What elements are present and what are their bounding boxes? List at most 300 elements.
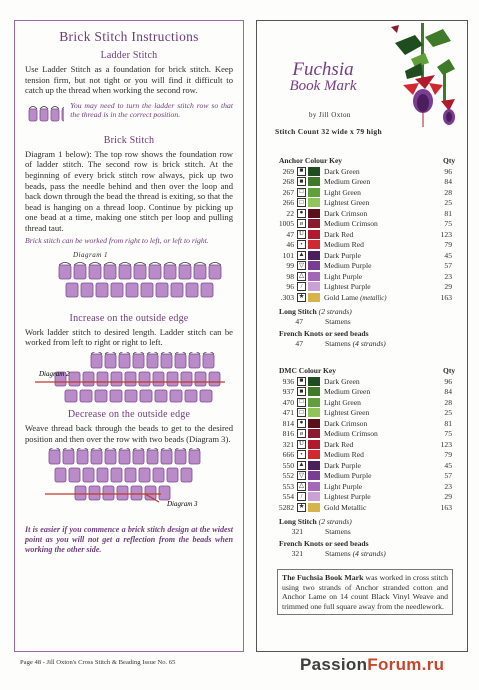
- pattern-title: [263, 61, 383, 95]
- dmc-key-qty: 81: [444, 418, 452, 428]
- anchor-key-code: 1005: [278, 219, 294, 229]
- anchor-key-name: Medium Purple: [324, 261, 372, 271]
- dmc-key-symbol: ▲: [298, 461, 305, 468]
- anchor-key-symbol: ★: [298, 293, 305, 300]
- anchor-key-qty: 75: [444, 219, 452, 229]
- anchor-key-symbol: ●: [297, 209, 306, 218]
- dmc-qty-heading: Qty: [443, 366, 456, 375]
- anchor-key-code: 22: [286, 208, 294, 218]
- anchor-key-row: [265, 261, 463, 272]
- anchor-key-swatch: [308, 282, 320, 291]
- dmc-french-note: (4 strands): [352, 549, 386, 558]
- diagram-3-bottom-bead: [145, 486, 156, 500]
- diagram-3-top-bead: [91, 450, 102, 464]
- dmc-key-row: [265, 450, 463, 461]
- anchor-key-swatch: [308, 272, 320, 281]
- ladder-note-block: [25, 101, 233, 127]
- dmc-key-symbol: ■: [297, 377, 306, 386]
- diagram-2-mid-bead: [69, 372, 80, 386]
- pattern-title-line1: Fuchsia: [292, 59, 354, 80]
- dmc-key-code: 550: [282, 460, 294, 470]
- dmc-key-code: 937: [282, 387, 294, 397]
- anchor-key-name: Gold Lame (metallic): [324, 292, 387, 302]
- dmc-french-code: 321: [291, 549, 303, 558]
- diagram-2-mid-bead: [97, 372, 108, 386]
- diagram-1-top-bead: [149, 265, 161, 279]
- anchor-key-code: 268: [282, 177, 294, 187]
- diagram-2-mid-bead: [181, 372, 192, 386]
- anchor-key-name: Dark Crimson: [324, 208, 368, 218]
- anchor-key-code: 99: [286, 261, 294, 271]
- diagram-2-mid-bead: [125, 372, 136, 386]
- info-bold: The Fuchsia Book Mark: [282, 573, 364, 582]
- diagram-1-bottom-bead: [126, 283, 138, 297]
- diagram-1: [25, 259, 233, 303]
- anchor-key-qty: 163: [440, 292, 452, 302]
- dmc-key-qty: 75: [444, 429, 452, 439]
- diagram-2-bottom-bead: [95, 390, 107, 402]
- decrease-text: Weave thread back through the beads to get to the desired position and then over the row with two beads (Diagram 3).: [25, 422, 233, 444]
- dmc-key-code: 554: [282, 492, 294, 502]
- anchor-key-name: Medium Red: [324, 240, 364, 250]
- anchor-key-symbol: /: [297, 282, 306, 291]
- dmc-key-swatch: [308, 471, 320, 480]
- diagram-3-mid-bead: [139, 468, 150, 482]
- anchor-key-name: Lightest Purple: [324, 282, 371, 292]
- diagram-3: [25, 448, 233, 510]
- dmc-key-qty: 29: [444, 492, 452, 502]
- anchor-key-row: [265, 271, 463, 282]
- anchor-key-qty: 23: [444, 271, 452, 281]
- dmc-key-swatch: [308, 377, 320, 386]
- page-footer: Page 48 - Jill Oxton's Cross Stitch & Beading Issue No. 65: [20, 659, 176, 666]
- pattern-title-line2: Book Mark: [289, 78, 357, 94]
- diagram-3-top-bead: [189, 450, 200, 464]
- anchor-key-swatch: [308, 293, 320, 302]
- dmc-key-swatch: [308, 419, 320, 428]
- diagram-1-bottom-bead: [156, 283, 168, 297]
- dmc-key-symbol: ▽: [299, 471, 304, 479]
- dmc-key-name: Medium Purple: [324, 471, 372, 481]
- dmc-key-row: [265, 418, 463, 429]
- anchor-key-swatch: [308, 261, 320, 270]
- dmc-key-heading: DMC Colour Key: [279, 366, 336, 375]
- diagram-2-bottom-bead: [200, 390, 212, 402]
- diagram-1-top-bead: [209, 265, 221, 279]
- dmc-key-name: Light Green: [324, 397, 361, 407]
- dmc-key-code: 816: [282, 429, 294, 439]
- ladder-stitch-text: Use Ladder Stitch as a foundation for brick stitch. Keep tension firm, but not tight or you will find it difficult to catch up the thread when working the second row.: [25, 64, 233, 96]
- increase-text: Work ladder stitch to desired length. Ladder stitch can be worked from left to right or right to left.: [25, 326, 233, 348]
- dmc-key-code: 936: [282, 376, 294, 386]
- dmc-key-code: 471: [282, 408, 294, 418]
- diagram-1-top-bead: [134, 265, 146, 279]
- dmc-key-qty: 25: [444, 408, 452, 418]
- ladder-stitch-diagram: [25, 101, 64, 127]
- diagram-2-bottom-bead: [125, 390, 137, 402]
- dmc-key-qty: 45: [444, 460, 452, 470]
- dmc-key-qty: 163: [440, 502, 452, 512]
- dmc-key-code: 666: [282, 450, 294, 460]
- diagram-3-mid-bead: [111, 468, 122, 482]
- diagram-3-mid-bead: [167, 468, 178, 482]
- diagram-1-bottom-bead: [186, 283, 198, 297]
- diagram-2-mid-bead: [209, 372, 220, 386]
- anchor-key-name: Light Green: [324, 187, 361, 197]
- dmc-key-swatch: [308, 450, 320, 459]
- anchor-french-knots-label: French Knots or seed beads: [279, 329, 369, 338]
- dmc-key-symbol: U: [297, 440, 306, 449]
- anchor-key-row: [265, 240, 463, 251]
- dmc-key-row: [265, 471, 463, 482]
- anchor-key-suffix: (metallic): [358, 294, 387, 302]
- diagram-3-top-bead: [133, 450, 144, 464]
- dmc-key-code: 552: [282, 471, 294, 481]
- brick-stitch-note: Brick stitch can be worked from right to left, or left to right.: [25, 235, 209, 245]
- fuchsia-book-mark-panel: [256, 20, 468, 652]
- diagram-2-label: Diagram 2: [39, 369, 70, 378]
- brick-stitch-text: Diagram 1 below): The top row shows the foundation row of ladder stitch. The second row is brick stitch. At the beginning of every brick stitch row always, pick up two beads, pass the needle behind and then over the loop and back down through the bead the thread is exiting, so that the bead is hanging on a thread loop. Continue by picking up one bead at a time, making one stitch per loop and pulling thread taut.: [25, 148, 233, 233]
- watermark-part-b: Forum.ru: [367, 655, 445, 674]
- diagram-1-bottom-bead: [141, 283, 153, 297]
- ladder-note: You may need to turn the ladder stitch row so that the thread is in the correct position.: [70, 100, 233, 119]
- diagram-1-bottom-bead: [111, 283, 123, 297]
- dmc-key-swatch: [308, 408, 320, 417]
- diagram-2-top-bead: [175, 354, 186, 368]
- anchor-key-symbol: ■: [297, 167, 306, 176]
- dmc-key-qty: 96: [444, 376, 452, 386]
- ladder-bead: [51, 109, 59, 121]
- diagram-3-top-bead: [175, 450, 186, 464]
- anchor-key-swatch: [308, 219, 320, 228]
- diagram-3-bottom-bead: [75, 486, 86, 500]
- dmc-key-name: Dark Purple: [324, 460, 361, 470]
- ladder-beads: [29, 106, 64, 121]
- anchor-key-symbol: △: [299, 272, 304, 279]
- diagram-3-mid-bead: [153, 468, 164, 482]
- dmc-key-name: Gold Metallic: [324, 502, 367, 512]
- dmc-key-name: Lightest Purple: [324, 492, 371, 502]
- anchor-long-stitch-code: 47: [295, 317, 303, 326]
- diagram-2-mid-bead: [83, 372, 94, 386]
- dmc-long-stitch-note: (2 strands): [318, 517, 352, 526]
- anchor-key-code: .303: [280, 292, 294, 302]
- dmc-long-stitch-name: Stamens: [325, 527, 351, 536]
- anchor-key-symbol: U: [297, 230, 306, 239]
- anchor-key-name: Medium Green: [324, 177, 371, 187]
- anchor-key-qty: 123: [440, 229, 452, 239]
- byline: by Jill Oxton: [309, 111, 351, 119]
- diagram-2-top-bead: [119, 354, 130, 368]
- diagram-3-top-bead: [161, 450, 172, 464]
- anchor-long-stitch-label: Long Stitch: [279, 307, 317, 316]
- anchor-key-symbol: ø: [297, 219, 306, 228]
- dmc-key-name: Medium Crimson: [324, 429, 378, 439]
- diagram-3-bottom-bead: [131, 486, 142, 500]
- diagram-3-bottom-bead: [117, 486, 128, 500]
- dmc-key-swatch: [308, 503, 320, 512]
- dmc-long-stitch-code: 321: [291, 527, 303, 536]
- diagram-3-top-bead: [147, 450, 158, 464]
- diagram-3-mid-bead: [181, 468, 192, 482]
- anchor-key-symbol: •: [297, 240, 306, 249]
- diagram-3-top-bead: [105, 450, 116, 464]
- dmc-key-symbol: ★: [298, 503, 305, 510]
- diagram-1-top-bead: [164, 265, 176, 279]
- final-tip: It is easier if you commence a brick stitch design at the widest point as you will not get a reflection from the beads when working the other side.: [25, 525, 233, 555]
- anchor-key-qty: 57: [444, 261, 452, 271]
- dmc-key-name: Lightest Green: [324, 408, 370, 418]
- anchor-key-swatch: [308, 167, 320, 176]
- anchor-key-qty: 25: [444, 198, 452, 208]
- diagram-2-mid-bead: [167, 372, 178, 386]
- dmc-long-stitch: [279, 517, 386, 559]
- diagram-2-top-bead: [189, 354, 200, 368]
- diagram-2-top-bead: [147, 354, 158, 368]
- dmc-key-row: [265, 481, 463, 492]
- diagram-3-mid-bead: [55, 468, 66, 482]
- anchor-key-row: [265, 282, 463, 293]
- diagram-2-bottom-bead: [185, 390, 197, 402]
- diagram-2-bottom-bead: [155, 390, 167, 402]
- dmc-long-stitch-label: Long Stitch: [279, 517, 317, 526]
- diagram-2-bottom-bead: [170, 390, 182, 402]
- dmc-key-code: 321: [282, 439, 294, 449]
- anchor-key-symbol: ▽: [299, 261, 304, 269]
- dmc-key-swatch: [308, 429, 320, 438]
- dmc-key-row: [265, 429, 463, 440]
- anchor-key-swatch: [308, 188, 320, 197]
- anchor-key-symbol: □: [297, 198, 306, 207]
- anchor-key-swatch: [308, 230, 320, 239]
- diagram-3-top-bead: [63, 450, 74, 464]
- dmc-key-code: 814: [282, 418, 294, 428]
- dmc-key-qty: 79: [444, 450, 452, 460]
- anchor-key-code: 96: [286, 282, 294, 292]
- diagram-2-bottom-bead: [140, 390, 152, 402]
- dmc-key-swatch: [308, 440, 320, 449]
- dmc-key-row: [265, 397, 463, 408]
- diagram-2-bottom-bead: [80, 390, 92, 402]
- diagram-1-bottom-bead: [81, 283, 93, 297]
- diagram-3-bottom-bead: [89, 486, 100, 500]
- brick-stitch-title: Brick Stitch Instructions: [59, 29, 199, 44]
- anchor-key-row: [265, 166, 463, 177]
- diagram-2-top-bead: [161, 354, 172, 368]
- anchor-key-name: Dark Purple: [324, 250, 361, 260]
- ladder-bead: [40, 109, 48, 121]
- diagram-2-bottom-bead: [65, 390, 77, 402]
- info-text: was worked in cross stitch using two strands of Anchor stranded cotton and Anchor Lame on 14 count Black Vinyl Weave and trimmed one full square away from the needlework.: [282, 573, 448, 611]
- diagram-1-bottom-bead: [201, 283, 213, 297]
- diagram-1-top-bead: [119, 265, 131, 279]
- dmc-key-row: [265, 439, 463, 450]
- diagram-2-top-bead: [91, 354, 102, 368]
- dmc-key-symbol: ■: [297, 387, 306, 396]
- anchor-key-row: [265, 250, 463, 261]
- diagram-1-top-bead: [59, 265, 71, 279]
- diagram-3-mid-bead: [83, 468, 94, 482]
- anchor-key-qty: 45: [444, 250, 452, 260]
- dmc-key-symbol: •: [297, 450, 306, 459]
- anchor-key-code: 269: [282, 166, 294, 176]
- anchor-key-code: 47: [286, 229, 294, 239]
- dmc-colour-key: [265, 376, 463, 513]
- dmc-key-swatch: [308, 461, 320, 470]
- dmc-key-symbol: ø: [297, 429, 306, 438]
- diagram-2-top-bead: [203, 354, 214, 368]
- anchor-key-qty: 28: [444, 187, 452, 197]
- dmc-french-name: Stamens: [325, 549, 351, 558]
- anchor-key-qty: 84: [444, 177, 452, 187]
- anchor-long-stitch: [279, 307, 386, 349]
- anchor-key-qty: 29: [444, 282, 452, 292]
- diagram-3-top-bead: [49, 450, 60, 464]
- diagram-2-mid-bead: [195, 372, 206, 386]
- diagram-1-top-bead: [89, 265, 101, 279]
- anchor-colour-key: [265, 166, 463, 303]
- dmc-key-qty: 57: [444, 471, 452, 481]
- anchor-key-swatch: [308, 251, 320, 260]
- diagram-1-top-bead: [194, 265, 206, 279]
- anchor-key-qty: 79: [444, 240, 452, 250]
- dmc-key-swatch: [308, 398, 320, 407]
- diagram-2-top-bead: [105, 354, 116, 368]
- dmc-key-row: [265, 502, 463, 513]
- ladder-bead: [29, 109, 37, 121]
- diagram-2-mid-bead: [139, 372, 150, 386]
- dmc-key-swatch: [308, 482, 320, 491]
- dmc-key-qty: 123: [440, 439, 452, 449]
- diagram-3-label: Diagram 3: [167, 500, 198, 509]
- diagram-2: [25, 352, 233, 404]
- anchor-french-code: 47: [295, 339, 303, 348]
- anchor-key-row: [265, 229, 463, 240]
- anchor-key-qty: 81: [444, 208, 452, 218]
- dmc-key-name: Dark Crimson: [324, 418, 368, 428]
- dmc-key-symbol: □: [297, 398, 306, 407]
- anchor-key-row: [265, 292, 463, 303]
- anchor-key-symbol: ■: [297, 177, 306, 186]
- stitch-count: Stitch Count 32 wide x 79 high: [275, 127, 382, 136]
- anchor-key-swatch: [308, 177, 320, 186]
- dmc-key-row: [265, 460, 463, 471]
- diagram-1-label: Diagram 1: [73, 250, 109, 259]
- anchor-french-note: (4 strands): [352, 339, 386, 348]
- diagram-3-top-bead: [77, 450, 88, 464]
- anchor-key-name: Lightest Green: [324, 198, 370, 208]
- dmc-key-symbol: □: [297, 408, 306, 417]
- brick-stitch-instructions-panel: [14, 20, 244, 652]
- brick-stitch-heading: Brick Stitch: [103, 134, 155, 146]
- anchor-french-name: Stamens: [325, 339, 351, 348]
- dmc-key-symbol: /: [297, 492, 306, 501]
- dmc-key-name: Dark Green: [324, 376, 360, 386]
- anchor-qty-heading: Qty: [443, 156, 456, 165]
- anchor-key-code: 98: [286, 271, 294, 281]
- dmc-key-name: Dark Red: [324, 439, 354, 449]
- dmc-key-code: 553: [282, 481, 294, 491]
- anchor-key-code: 267: [282, 187, 294, 197]
- anchor-key-symbol: □: [297, 188, 306, 197]
- anchor-key-code: 266: [282, 198, 294, 208]
- dmc-key-name: Medium Green: [324, 387, 371, 397]
- diagram-2-top-bead: [133, 354, 144, 368]
- diagram-1-bottom-bead: [66, 283, 78, 297]
- dmc-key-row: [265, 408, 463, 419]
- dmc-key-code: 470: [282, 397, 294, 407]
- anchor-key-code: 46: [286, 240, 294, 250]
- diagram-2-block: [25, 352, 233, 404]
- anchor-long-stitch-name: Stamens: [325, 317, 351, 326]
- diagram-3-bottom-bead: [159, 486, 170, 500]
- diagram-2-mid-bead: [111, 372, 122, 386]
- diagram-1-top-bead: [74, 265, 86, 279]
- anchor-key-heading: Anchor Colour Key: [279, 156, 343, 165]
- anchor-key-row: [265, 208, 463, 219]
- diagram-3-mid-bead: [97, 468, 108, 482]
- diagram-3-mid-bead: [69, 468, 80, 482]
- diagram-2-bottom-bead: [110, 390, 122, 402]
- decrease-heading: Decrease on the outside edge: [67, 408, 191, 420]
- anchor-key-symbol: ▲: [298, 251, 305, 258]
- fuchsia-flower-illustration: [385, 23, 467, 139]
- anchor-key-row: [265, 198, 463, 209]
- dmc-key-name: Light Purple: [324, 481, 363, 491]
- increase-heading: Increase on the outside edge: [69, 312, 189, 324]
- dmc-key-symbol: ●: [297, 419, 306, 428]
- diagram-2-mid-bead: [153, 372, 164, 386]
- anchor-key-name: Light Purple: [324, 271, 363, 281]
- anchor-key-swatch: [308, 209, 320, 218]
- dmc-key-code: 5282: [278, 502, 294, 512]
- diagram-1-bottom-bead: [171, 283, 183, 297]
- anchor-long-stitch-note: (2 strands): [318, 307, 352, 316]
- diagram-3-top-bead: [119, 450, 130, 464]
- anchor-key-qty: 96: [444, 166, 452, 176]
- anchor-key-name: Dark Red: [324, 229, 354, 239]
- diagram-3-bottom-bead: [103, 486, 114, 500]
- dmc-key-row: [265, 387, 463, 398]
- dmc-key-swatch: [308, 492, 320, 501]
- anchor-key-row: [265, 177, 463, 188]
- diagram-1-top-bead: [179, 265, 191, 279]
- ladder-stitch-heading: Ladder Stitch: [100, 50, 158, 61]
- watermark: [300, 655, 444, 675]
- watermark-part-a: Passion: [300, 655, 368, 674]
- anchor-key-row: [265, 219, 463, 230]
- dmc-french-knots-label: French Knots or seed beads: [279, 539, 369, 548]
- anchor-key-name: Dark Green: [324, 166, 360, 176]
- dmc-key-qty: 23: [444, 481, 452, 491]
- anchor-key-row: [265, 187, 463, 198]
- anchor-key-code: 101: [282, 250, 294, 260]
- diagram-3-mid-bead: [125, 468, 136, 482]
- dmc-key-name: Medium Red: [324, 450, 364, 460]
- dmc-key-swatch: [308, 387, 320, 396]
- dmc-key-row: [265, 492, 463, 503]
- dmc-key-qty: 84: [444, 387, 452, 397]
- diagram-1-bottom-bead: [96, 283, 108, 297]
- dmc-key-symbol: △: [299, 482, 304, 489]
- dmc-key-row: [265, 376, 463, 387]
- anchor-key-swatch: [308, 240, 320, 249]
- anchor-key-name: Medium Crimson: [324, 219, 378, 229]
- pattern-info-box: [277, 569, 453, 615]
- anchor-key-swatch: [308, 198, 320, 207]
- dmc-key-qty: 28: [444, 397, 452, 407]
- diagram-1-top-bead: [104, 265, 116, 279]
